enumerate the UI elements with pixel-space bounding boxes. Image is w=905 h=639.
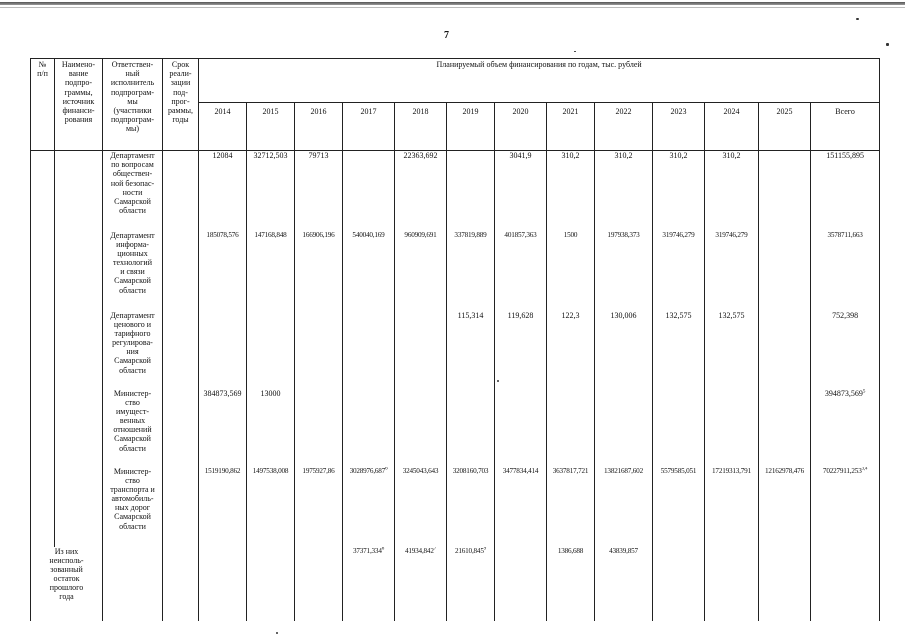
table-row	[31, 547, 880, 621]
table-row	[31, 151, 880, 231]
row-value-cell: 147168,848	[247, 231, 295, 311]
header-responsible: Ответствен- ный исполнитель подпрограм- мы (участники подпрограм- мы)	[103, 59, 163, 151]
row-name-cell	[55, 311, 103, 389]
row-responsible-cell: Департамент по вопросам обществен- ной безопас- ности Самарской области	[103, 151, 163, 231]
footnote-mark: 6	[385, 466, 388, 472]
row-value-cell: 310,2	[705, 151, 759, 231]
row-value-cell: 132,575	[705, 311, 759, 389]
header-num: № п/п	[31, 59, 55, 151]
row-value-cell: 394873,569$^5$	[811, 389, 880, 467]
row-value-cell	[759, 389, 811, 467]
row-value-cell: 319746,279	[705, 231, 759, 311]
header-year: 2017	[343, 103, 395, 151]
row-value-cell: 319746,279	[653, 231, 705, 311]
row-value-cell	[547, 389, 595, 467]
row-value-cell	[495, 547, 547, 621]
header-year: 2022	[595, 103, 653, 151]
page-number: 7	[444, 30, 449, 41]
row-value-cell: 1500	[547, 231, 595, 311]
table-row	[31, 311, 880, 389]
row-value-cell: 79713	[295, 151, 343, 231]
row-value-cell	[495, 389, 547, 467]
row-value-cell: 32712,503	[247, 151, 295, 231]
row-value-cell: 41934,842$^7$	[395, 547, 447, 621]
row-value-cell	[705, 547, 759, 621]
row-value-cell: 752,398	[811, 311, 880, 389]
row-value-cell: 122,3	[547, 311, 595, 389]
row-value-cell: 3477834,414	[495, 467, 547, 547]
header-year: 2019	[447, 103, 495, 151]
row-term-cell	[163, 547, 199, 621]
footnote-mark: 7	[433, 546, 437, 552]
table-row	[31, 389, 880, 467]
row-name-cell	[55, 231, 103, 311]
row-value-cell: 1975927,86	[295, 467, 343, 547]
financing-table	[30, 58, 880, 621]
row-value-cell	[295, 389, 343, 467]
row-term-cell	[163, 389, 199, 467]
row-term-cell	[163, 311, 199, 389]
scan-speck	[276, 632, 278, 634]
row-num-cell	[31, 311, 55, 389]
table-row	[31, 467, 880, 547]
row-value-cell	[295, 311, 343, 389]
row-value-cell: 3578711,663	[811, 231, 880, 311]
row-value-cell	[395, 311, 447, 389]
header-year: 2024	[705, 103, 759, 151]
row-name-cell	[55, 389, 103, 467]
row-value-cell	[811, 547, 880, 621]
row-value-cell: 337819,889	[447, 231, 495, 311]
row-value-cell: 12084	[199, 151, 247, 231]
row-value-cell: 130,006	[595, 311, 653, 389]
row-value-cell: 1519190,862	[199, 467, 247, 547]
row-value-cell	[759, 311, 811, 389]
header-year: Всего	[811, 103, 880, 151]
row-value-cell: 5579585,051	[653, 467, 705, 547]
row-value-cell	[595, 389, 653, 467]
header-year: 2018	[395, 103, 447, 151]
row-value-cell: 197938,373	[595, 231, 653, 311]
header-year: 2014	[199, 103, 247, 151]
row-responsible-cell: Департамент информа- ционных технологий и связи Самарской области	[103, 231, 163, 311]
row-value-cell	[295, 547, 343, 621]
header-year: 2025	[759, 103, 811, 151]
row-value-cell: 185078,576	[199, 231, 247, 311]
row-value-cell: 17219313,791	[705, 467, 759, 547]
row-value-cell: 3637817,721	[547, 467, 595, 547]
row-value-cell: 310,2	[547, 151, 595, 231]
row-value-cell	[653, 389, 705, 467]
header-year: 2015	[247, 103, 295, 151]
row-value-cell: 3028976,687$^6$	[343, 467, 395, 547]
row-value-cell	[343, 151, 395, 231]
row-value-cell: 540040,169	[343, 231, 395, 311]
row-value-cell: 151155,895	[811, 151, 880, 231]
footnote-mark: 6	[381, 546, 385, 552]
row-name-cell	[55, 467, 103, 547]
row-name-cell	[55, 151, 103, 231]
row-value-cell	[447, 389, 495, 467]
scan-border-line	[0, 2, 905, 5]
row-value-cell: 3245043,643	[395, 467, 447, 547]
row-num-cell	[31, 389, 55, 467]
footnote-mark: 9	[483, 546, 487, 552]
row-num-cell	[31, 467, 55, 547]
row-num-cell	[31, 231, 55, 311]
row-value-cell	[247, 311, 295, 389]
row-value-cell: 960909,691	[395, 231, 447, 311]
row-responsible-cell: Министер- ство транспорта и автомобиль- ных дорог Самарской области	[103, 467, 163, 547]
row-value-cell	[759, 231, 811, 311]
row-value-cell: 310,2	[595, 151, 653, 231]
row-value-cell	[199, 311, 247, 389]
row-value-cell	[247, 547, 295, 621]
row-value-cell: 1497538,008	[247, 467, 295, 547]
row-term-cell	[163, 467, 199, 547]
row-value-cell	[447, 151, 495, 231]
header-name: Наимено- вание подпро- граммы, источник финанси- рования	[55, 59, 103, 151]
scan-speck	[856, 18, 859, 20]
row-responsible-cell: Департамент ценового и тарифного регулирова- ния Самарской области	[103, 311, 163, 389]
scan-speck	[886, 43, 889, 46]
header-year: 2023	[653, 103, 705, 151]
row-term-cell	[163, 231, 199, 311]
row-value-cell	[759, 151, 811, 231]
footnote-mark: 3,4	[861, 466, 868, 472]
row-value-cell: 1386,688	[547, 547, 595, 621]
row-value-cell: 3208160,703	[447, 467, 495, 547]
footnote-mark: 5	[862, 388, 866, 394]
row-value-cell: 12162978,476	[759, 467, 811, 547]
row-value-cell	[395, 389, 447, 467]
row-value-cell	[759, 547, 811, 621]
row-value-cell: 384873,569	[199, 389, 247, 467]
row-value-cell: 70227911,253$^{3,4}$	[811, 467, 880, 547]
row-value-cell: 401857,363	[495, 231, 547, 311]
row-value-cell	[343, 389, 395, 467]
row-value-cell	[199, 547, 247, 621]
scan-border-line-thin	[0, 7, 905, 8]
row-value-cell: 13821687,602	[595, 467, 653, 547]
header-plan: Планируемый объем финансирования по годам, тыс. рублей	[199, 59, 880, 103]
row-value-cell: 13000	[247, 389, 295, 467]
header-term: Срок реали- зации под- прог- раммы, годы	[163, 59, 199, 151]
row-value-cell: 3041,9	[495, 151, 547, 231]
row-value-cell	[705, 389, 759, 467]
header-year: 2016	[295, 103, 343, 151]
row-value-cell: 43839,857	[595, 547, 653, 621]
row-value-cell: 115,314	[447, 311, 495, 389]
row-value-cell	[653, 547, 705, 621]
row-value-cell	[343, 311, 395, 389]
row-responsible-cell	[103, 547, 163, 621]
row-value-cell: 310,2	[653, 151, 705, 231]
header-year: 2021	[547, 103, 595, 151]
row-name-cell: Из них неисполь- зованный остаток прошлого года	[31, 547, 103, 621]
row-responsible-cell: Министер- ство имущест- венных отношений Самарской области	[103, 389, 163, 467]
row-num-cell	[31, 151, 55, 231]
table-row	[31, 231, 880, 311]
row-value-cell: 119,628	[495, 311, 547, 389]
row-value-cell: 21610,845$^9$	[447, 547, 495, 621]
row-value-cell: 132,575	[653, 311, 705, 389]
row-term-cell	[163, 151, 199, 231]
scan-speck	[574, 51, 576, 52]
row-value-cell: 22363,692	[395, 151, 447, 231]
row-value-cell: 37371,334$^6$	[343, 547, 395, 621]
row-value-cell: 166906,196	[295, 231, 343, 311]
header-year: 2020	[495, 103, 547, 151]
